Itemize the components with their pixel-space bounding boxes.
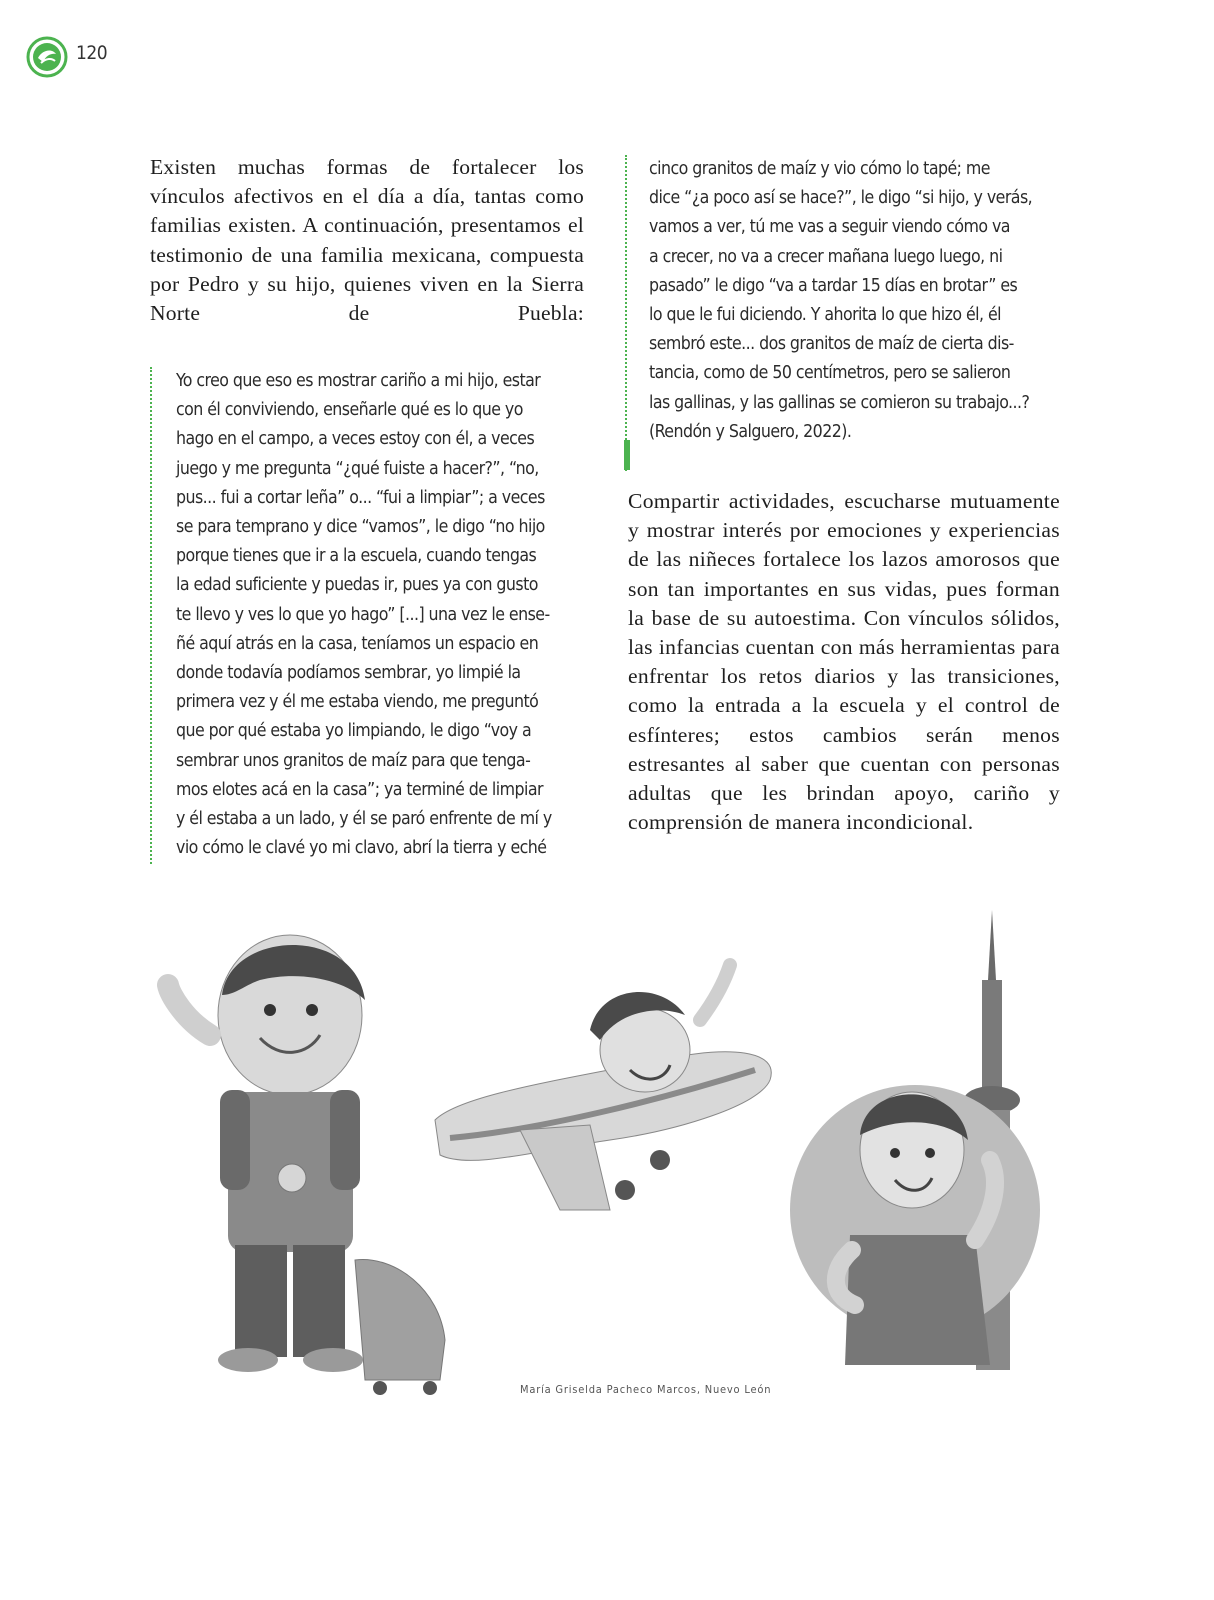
- children-illustration: [140, 910, 1080, 1420]
- testimony-line: tancia, como de 50 centímetros, pero se salieron: [649, 363, 1011, 384]
- testimony-line: lo que le fui diciendo. Y ahorita lo que hizo él, él: [649, 305, 1002, 326]
- testimony-quote-left: [150, 367, 566, 864]
- testimony-line: donde todavía podíamos sembrar, yo limpié la: [176, 663, 521, 684]
- boy-on-airplane-figure: [435, 965, 771, 1210]
- testimony-line: la edad suficiente y puedas ir, pues ya con gusto: [176, 575, 538, 596]
- testimony-quote-right: [625, 155, 1061, 471]
- testimony-line: vamos a ver, tú me vas a seguir viendo cómo va: [649, 217, 1010, 238]
- book-logo-icon: [26, 36, 68, 78]
- intro-text: Existen muchas formas de fortalecer los vínculos afectivos en el día a día, tantas como familias existen. A continuación, presentamos el testimonio de una familia mexicana, compuesta por Pedro y su hijo, quienes viven en la Sierra Norte de Puebla:: [150, 155, 584, 326]
- testimony-line: vio cómo le clavé yo mi clavo, abrí la tierra y eché: [176, 838, 547, 859]
- closing-paragraph: [628, 487, 1060, 837]
- testimony-line: dice “¿a poco así se hace?”, le digo “si hijo, y verás,: [649, 188, 1033, 209]
- testimony-line: las gallinas, y las gallinas se comieron su trabajo...?: [649, 392, 1030, 413]
- testimony-line: Yo creo que eso es mostrar cariño a mi hijo, estar: [176, 371, 541, 391]
- testimony-line: hago en el campo, a veces estoy con él, a veces: [176, 429, 535, 450]
- testimony-line: te llevo y ves lo que yo hago” [...] una vez le ense-: [176, 604, 550, 625]
- testimony-line: cinco granitos de maíz y vio cómo lo tapé; me: [649, 159, 990, 179]
- testimony-line: juego y me pregunta “¿qué fuiste a hacer?”, “no,: [176, 458, 539, 479]
- testimony-line: pasado” le digo “va a tardar 15 días en brotar” es: [649, 275, 1018, 296]
- quote-end-marker: [624, 440, 630, 470]
- testimony-line: sembró este... dos granitos de maíz de cierta dis-: [649, 334, 1014, 355]
- testimony-line: y él estaba a un lado, y él se paró enfrente de mí y: [176, 809, 552, 830]
- boy-with-suitcase-figure: [168, 935, 445, 1395]
- testimony-line: (Rendón y Salguero, 2022).: [649, 421, 852, 442]
- testimony-line: primera vez y él me estaba viendo, me preguntó: [176, 692, 539, 713]
- testimony-line: ñé aquí atrás en la casa, teníamos un espacio en: [176, 633, 539, 654]
- testimony-line: sembrar unos granitos de maíz para que tenga-: [176, 750, 531, 771]
- testimony-line: a crecer, no va a crecer mañana luego luego, ni: [649, 246, 1003, 267]
- testimony-line: con él conviviendo, enseñarle qué es lo que yo: [176, 400, 523, 421]
- closing-text: Compartir actividades, escucharse mutuamente y mostrar interés por emociones y experiencias de las niñeces fortalece los lazos amorosos que son tan importantes en sus vidas, pues forman la base de su autoestima. Con vínculos sólidos, las infancias cuentan con más herramientas para enfrentar los retos diarios y las transiciones, como la entrada a la escuela y el control de esfínteres; estos cambios serán menos estresantes al saber que cuentan con personas adultas que les brindan apoyo, cariño y comprensión de manera incondicional.: [628, 489, 1060, 835]
- intro-paragraph: [150, 153, 584, 328]
- testimony-line: pus... fui a cortar leña” o... “fui a limpiar”; a veces: [176, 487, 545, 508]
- page-number: 120: [76, 42, 108, 64]
- testimony-line: se para temprano y dice “vamos”, le digo “no hijo: [176, 517, 545, 538]
- testimony-line: mos elotes acá en la casa”; ya terminé de limpiar: [176, 779, 543, 800]
- illustration-caption: María Griselda Pacheco Marcos, Nuevo León: [520, 1383, 772, 1396]
- testimony-line: que por qué estaba yo limpiando, le digo “voy a: [176, 721, 532, 742]
- testimony-line: porque tienes que ir a la escuela, cuando tengas: [176, 546, 537, 567]
